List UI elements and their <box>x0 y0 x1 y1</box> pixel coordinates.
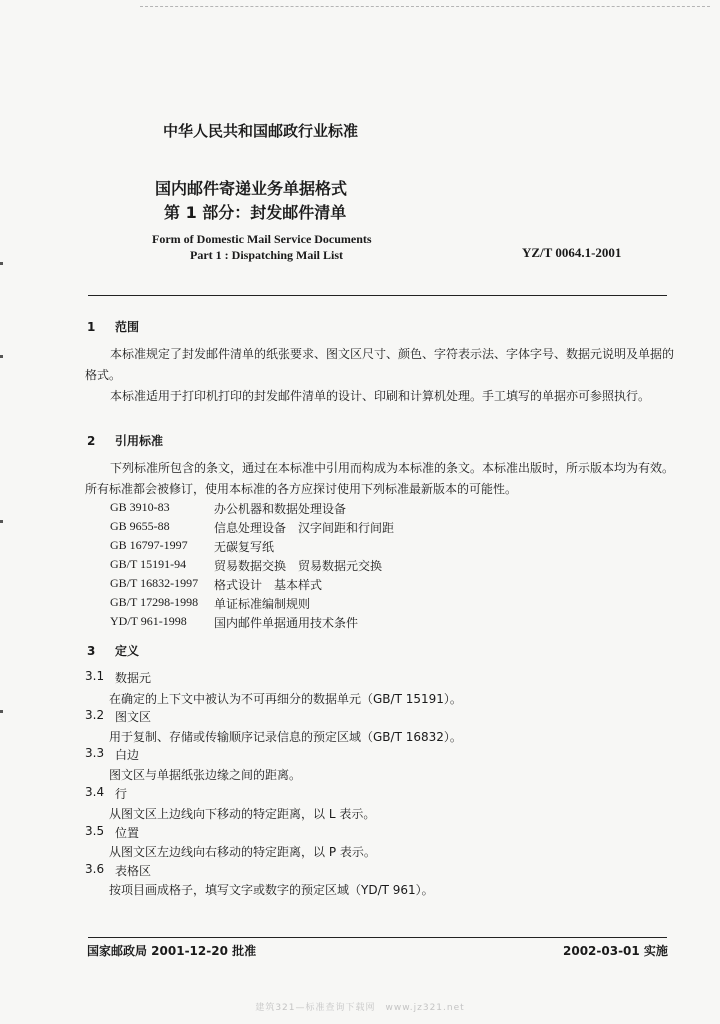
header-divider <box>88 295 667 296</box>
scope-paragraph-1: 本标准规定了封发邮件清单的纸张要求、图文区尺寸、颜色、字符表示法、字体字号、数据元说明及单据的格式。 <box>85 347 675 382</box>
issued-date: 国家邮政局 2001-12-20 批准 <box>87 944 257 958</box>
section-number: 2 <box>87 434 96 448</box>
scan-edge-mark <box>0 262 3 265</box>
reference-code: GB/T 15191-94 <box>110 557 187 571</box>
reference-title: 格式设计 基本样式 <box>214 578 323 592</box>
definition-text: 在确定的上下文中被认为不可再细分的数据单元（GB/T 15191）。 <box>109 692 462 706</box>
reference-title: 信息处理设备 汉字间距和行间距 <box>214 521 395 535</box>
reference-code: GB/T 17298-1998 <box>110 595 199 609</box>
definition-number: 3.4 <box>85 785 105 799</box>
reference-code: GB/T 16832-1997 <box>110 576 199 590</box>
reference-title: 办公机器和数据处理设备 <box>214 502 347 516</box>
definition-text: 用于复制、存储或传输顺序记录信息的预定区域（GB/T 16832）。 <box>109 730 462 744</box>
reference-code: YD/T 961-1998 <box>110 614 187 628</box>
definition-term: 表格区 <box>115 864 152 878</box>
reference-code: GB 9655-88 <box>110 519 170 533</box>
definition-number: 3.2 <box>85 708 105 722</box>
definition-number: 3.1 <box>85 669 105 683</box>
title-en-line2: Part 1 : Dispatching Mail List <box>190 248 343 262</box>
section-heading-references <box>87 432 163 449</box>
title-zh-line1: 国内邮件寄递业务单据格式 <box>155 179 348 198</box>
section-title: 定义 <box>115 644 140 658</box>
definition-term: 行 <box>115 787 128 801</box>
section-title: 范围 <box>115 320 140 334</box>
reference-title: 贸易数据交换 贸易数据元交换 <box>214 559 383 573</box>
definition-number: 3.6 <box>85 862 105 876</box>
definition-term: 位置 <box>115 826 140 840</box>
references-intro: 下列标准所包含的条文，通过在本标准中引用而构成为本标准的条文。本标准出版时，所示版本均为有效。所有标准都会被修订，使用本标准的各方应探讨使用下列标准最新版本的可能性。 <box>85 461 675 496</box>
definition-term: 数据元 <box>115 671 152 685</box>
section-title: 引用标准 <box>115 434 164 448</box>
definition-text: 按项目画成格子，填写文字或数字的预定区域（YD/T 961）。 <box>109 883 434 897</box>
definition-number: 3.3 <box>85 746 105 760</box>
definition-term: 白边 <box>115 748 140 762</box>
footer-divider <box>88 937 667 938</box>
definition-number: 3.5 <box>85 824 105 838</box>
reference-title: 无碳复写纸 <box>214 540 275 554</box>
definition-term: 图文区 <box>115 710 152 724</box>
scan-edge-mark <box>0 355 3 358</box>
reference-title: 国内邮件单据通用技术条件 <box>214 616 359 630</box>
scope-paragraph-2: 本标准适用于打印机打印的封发邮件清单的设计、印刷和计算机处理。手工填写的单据亦可参照执行。 <box>110 389 651 403</box>
effective-date: 2002-03-01 实施 <box>563 944 668 958</box>
section-heading-scope <box>87 318 139 335</box>
title-zh-line2: 第 1 部分：封发邮件清单 <box>164 203 347 222</box>
scan-edge-mark <box>0 520 3 523</box>
standard-code: YZ/T 0064.1-2001 <box>522 245 622 260</box>
section-heading-definitions <box>87 642 139 659</box>
reference-title: 单证标准编制规则 <box>214 597 311 611</box>
watermark: 建筑321—标准查询下载网 www.jz321.net <box>255 1003 465 1013</box>
title-en-line1: Form of Domestic Mail Service Documents <box>152 232 372 246</box>
definition-text: 从图文区上边线向下移动的特定距离，以 L 表示。 <box>109 807 376 821</box>
definition-text: 图文区与单据纸张边缘之间的距离。 <box>109 768 302 782</box>
reference-code: GB 3910-83 <box>110 500 170 514</box>
section-number: 1 <box>87 320 96 334</box>
industry-standard-label: 中华人民共和国邮政行业标准 <box>163 122 359 140</box>
top-scan-rule <box>140 6 710 7</box>
scan-edge-mark <box>0 710 3 713</box>
section-number: 3 <box>87 644 96 658</box>
reference-code: GB 16797-1997 <box>110 538 188 552</box>
definition-text: 从图文区左边线向右移动的特定距离，以 P 表示。 <box>109 845 376 859</box>
